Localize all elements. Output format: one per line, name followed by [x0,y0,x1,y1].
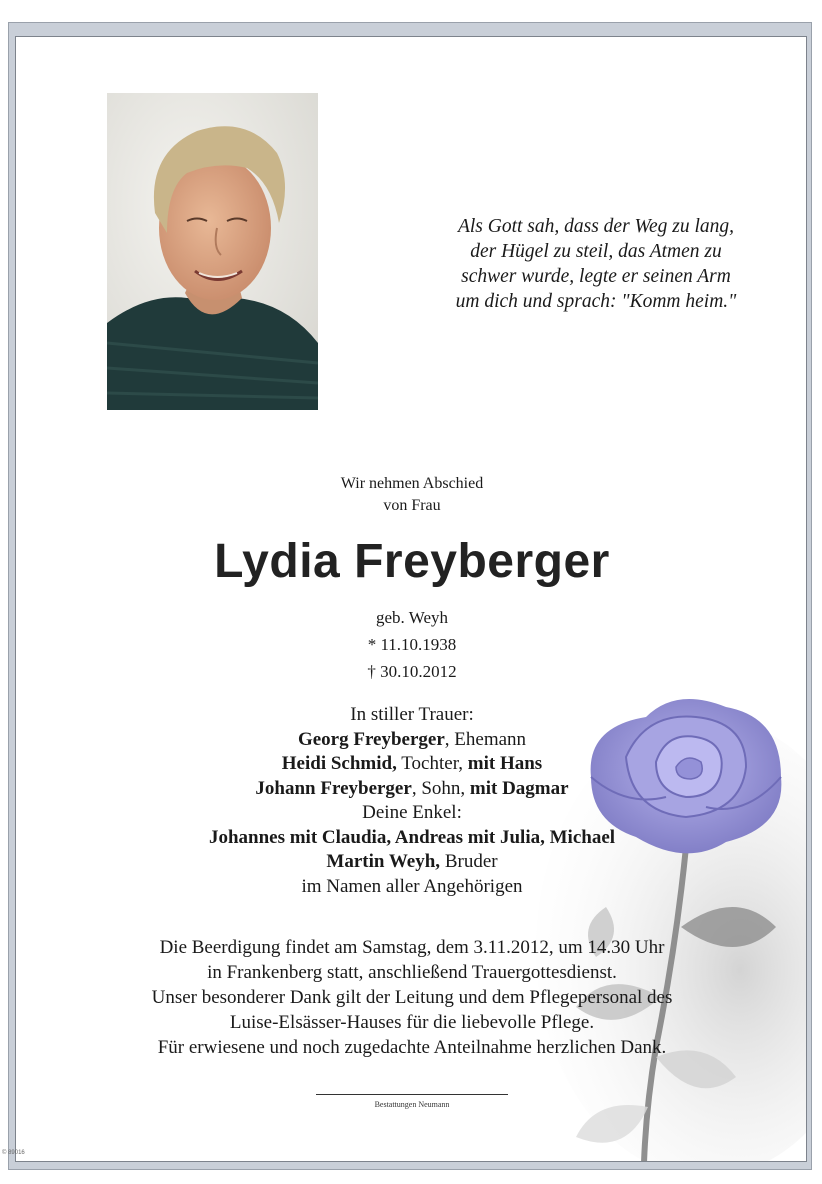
funeral-line: Luise-Elsässer-Hauses für die liebevolle Pflege. [229,1012,595,1033]
verse-line: um dich und sprach: "Komm heim." [455,291,737,312]
mourner-name: Georg Freyberger [297,728,445,750]
mourners-closing: im Namen aller Angehörigen [301,875,523,897]
verse-line: schwer wurde, legte er seinen Arm [461,266,731,287]
farewell-intro [16,473,807,517]
intro-line: Wir nehmen Abschied [340,475,484,492]
memorial-verse [396,214,796,314]
signature-line [316,1094,508,1095]
maiden-name: geb. Weyh [376,608,448,627]
mourner-name: Johann Freyberger [255,777,412,799]
verse-line: der Hügel zu steil, das Atmen zu [470,241,722,262]
mourner-partner: mit Hans [467,753,543,774]
obituary-card [15,36,807,1162]
undertaker-name: Bestattungen Neumann [374,1100,450,1109]
mourner-relation: , Sohn, [411,777,470,799]
deceased-name: Lydia Freyberger [214,535,610,588]
mourner-name: Martin Weyh, [326,851,441,872]
funeral-line: Unser besonderer Dank gilt der Leitung und dem Pflegepersonal des [151,987,673,1008]
mourner-line [16,752,807,777]
mourners-heading: In stiller Trauer: [350,704,474,725]
portrait-photo [107,93,318,410]
mourner-line [16,728,807,753]
mourner-partner: mit Dagmar [469,777,569,799]
mourner-line [16,777,807,802]
funeral-line: Die Beerdigung findet am Samstag, dem 3.11.2012, um 14.30 Uhr [159,937,665,958]
template-code: © 89016 [2,1150,25,1156]
mourner-line [16,826,807,851]
death-date: † 30.10.2012 [367,662,457,681]
mourner-relation: , Ehemann [444,728,527,750]
grandchildren-heading: Deine Enkel: [362,802,462,823]
mourner-relation: Tochter, [396,753,468,774]
life-dates [16,604,807,685]
mourner-line [16,850,807,875]
verse-line: Als Gott sah, dass der Weg zu lang, [457,216,735,237]
intro-line: von Frau [383,497,441,514]
funeral-line: Für erwiesene und noch zugedachte Anteilnahme herzlichen Dank. [157,1037,667,1058]
birth-date: * 11.10.1938 [367,635,457,654]
funeral-line: in Frankenberg statt, anschließend Trauergottesdienst. [207,962,617,983]
mourner-relation: Bruder [440,851,498,872]
mourners-list [16,703,807,899]
grandchildren-names: Johannes mit Claudia, Andreas mit Julia, Michael [208,826,616,848]
funeral-notice [16,935,807,1060]
mourner-name: Heidi Schmid, [281,753,397,774]
